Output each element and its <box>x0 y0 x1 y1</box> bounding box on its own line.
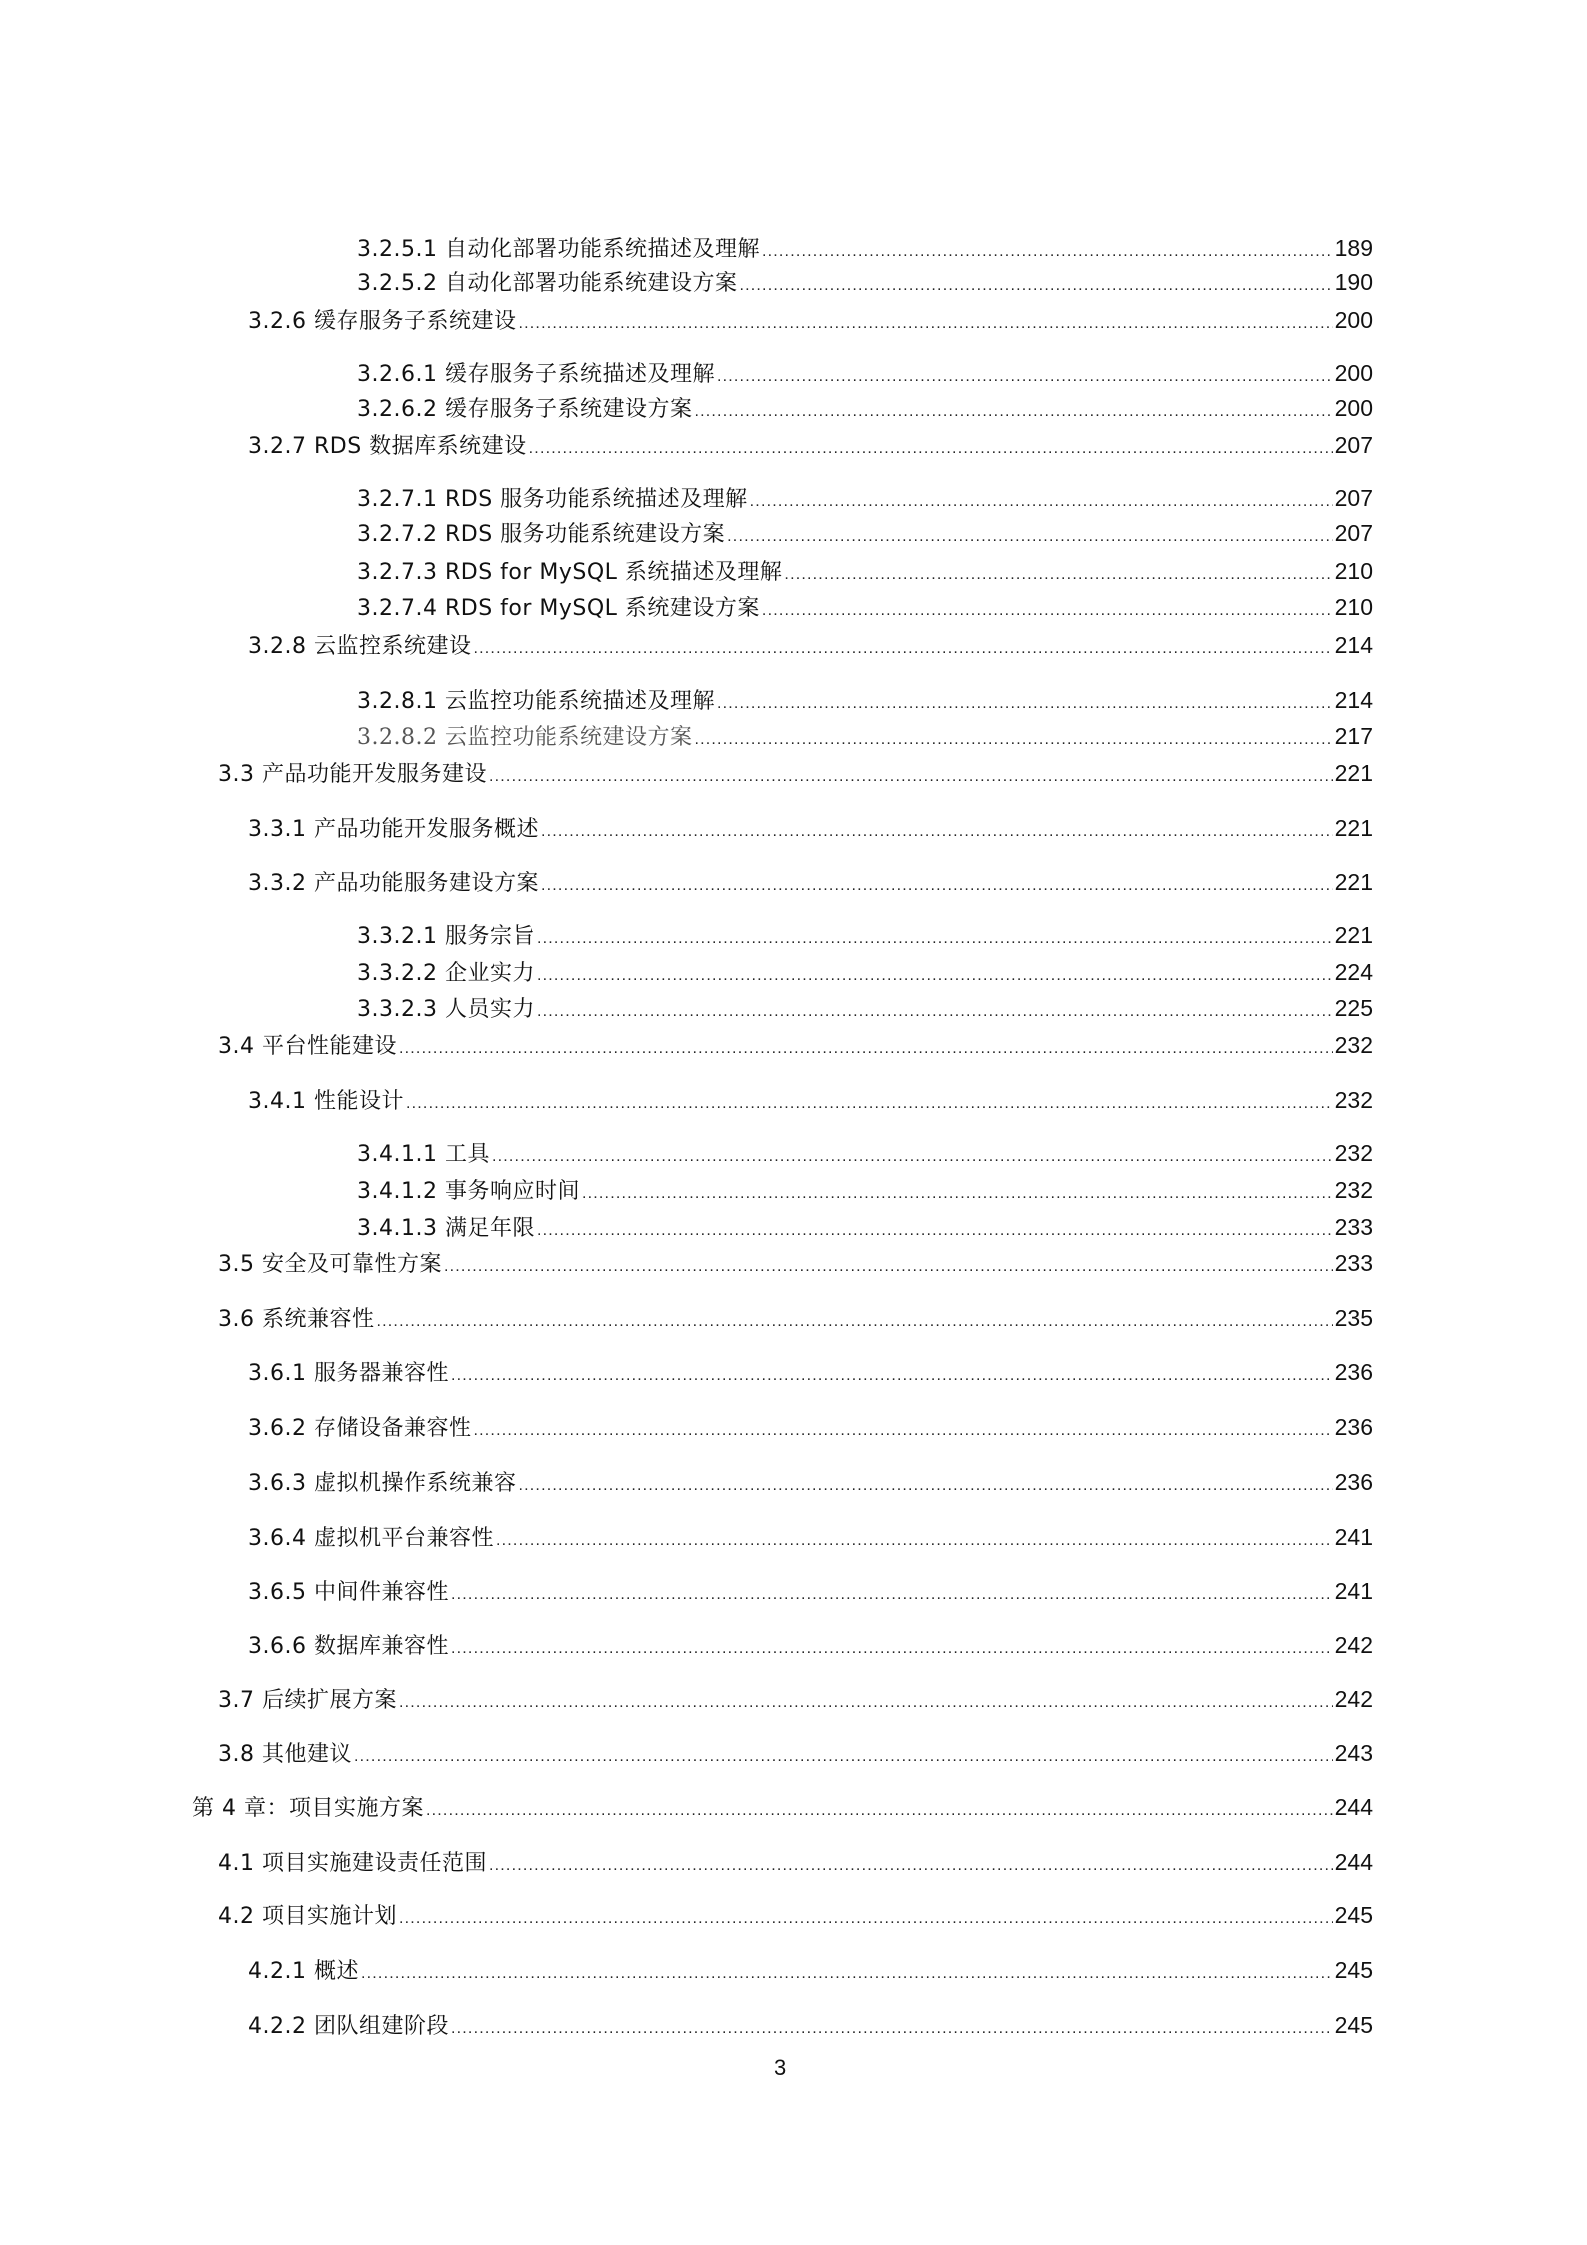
toc-entry-title: 3.2.8.2 云监控功能系统建设方案 <box>357 725 693 750</box>
toc-entry[interactable] <box>218 1247 1373 1279</box>
toc-entry-page: 210 <box>1334 558 1373 584</box>
toc-entry[interactable] <box>357 720 1373 752</box>
toc-entry-title: 3.6 系统兼容性 <box>218 1307 375 1332</box>
dot-leader <box>399 1033 1333 1065</box>
toc-entry[interactable] <box>357 919 1373 951</box>
dot-leader <box>541 870 1333 902</box>
toc-entry[interactable] <box>357 591 1373 623</box>
toc-entry-page: 200 <box>1334 307 1373 333</box>
toc-entry-title: 3.5 安全及可靠性方案 <box>218 1252 442 1277</box>
toc-entry[interactable] <box>248 1575 1373 1607</box>
dot-leader <box>750 486 1333 518</box>
toc-entry[interactable] <box>248 866 1373 898</box>
toc-entry[interactable] <box>192 1791 1373 1823</box>
dot-leader <box>518 1470 1332 1502</box>
dot-leader <box>354 1741 1333 1773</box>
toc-entry-title: 3.2.6.1 缓存服务子系统描述及理解 <box>357 362 715 387</box>
dot-leader <box>537 1215 1333 1247</box>
dot-leader <box>541 816 1333 848</box>
toc-entry[interactable] <box>248 1954 1373 1986</box>
dot-leader <box>529 433 1333 465</box>
toc-entry[interactable] <box>248 1411 1373 1443</box>
toc-entry-title: 3.6.6 数据库兼容性 <box>248 1634 449 1659</box>
toc-entry-page: 217 <box>1334 723 1373 749</box>
toc-entry-title: 3.2.7.1 RDS 服务功能系统描述及理解 <box>357 487 748 512</box>
dot-leader <box>784 559 1332 591</box>
toc-entry[interactable] <box>218 1899 1373 1931</box>
toc-entry-page: 221 <box>1334 922 1373 948</box>
toc-entry-title: 3.2.7.3 RDS for MySQL 系统描述及理解 <box>357 560 783 585</box>
toc-entry-title: 3.4.1.3 满足年限 <box>357 1216 535 1241</box>
toc-entry[interactable] <box>357 1211 1373 1243</box>
toc-entry-title: 3.2.7.2 RDS 服务功能系统建设方案 <box>357 522 726 547</box>
toc-entry-title: 3.6.1 服务器兼容性 <box>248 1361 449 1386</box>
dot-leader <box>473 1415 1332 1447</box>
toc-entry-page: 214 <box>1334 632 1373 658</box>
toc-entry-page: 225 <box>1334 995 1373 1021</box>
toc-entry-page: 241 <box>1334 1578 1373 1604</box>
dot-leader <box>518 308 1332 340</box>
toc-entry-page: 245 <box>1334 1957 1373 1983</box>
dot-leader <box>582 1178 1333 1210</box>
toc-entry-title: 3.2.7.4 RDS for MySQL 系统建设方案 <box>357 596 760 621</box>
toc-entry[interactable] <box>357 357 1373 389</box>
toc-entry[interactable] <box>218 1737 1373 1769</box>
toc-entry-page: 232 <box>1334 1087 1373 1113</box>
toc-entry-page: 189 <box>1334 235 1373 261</box>
toc-entry[interactable] <box>357 232 1373 264</box>
toc-entry-title: 3.6.3 虚拟机操作系统兼容 <box>248 1471 517 1496</box>
toc-entry-title: 3.3 产品功能开发服务建设 <box>218 762 487 787</box>
toc-entry-page: 242 <box>1334 1632 1373 1658</box>
dot-leader <box>694 724 1332 756</box>
toc-entry-page: 190 <box>1334 269 1373 295</box>
dot-leader <box>694 396 1332 428</box>
toc-entry-title: 3.4 平台性能建设 <box>218 1034 397 1059</box>
toc-entry-title: 4.2.2 团队组建阶段 <box>248 2014 449 2039</box>
dot-leader <box>451 1579 1333 1611</box>
toc-entry-page: 245 <box>1334 1902 1373 1928</box>
toc-entry-page: 224 <box>1334 959 1373 985</box>
toc-entry-page: 233 <box>1334 1214 1373 1240</box>
dot-leader <box>537 996 1333 1028</box>
dot-leader <box>739 270 1332 302</box>
toc-entry[interactable] <box>357 392 1373 424</box>
toc-entry-title: 3.2.6 缓存服务子系统建设 <box>248 309 517 334</box>
toc-entry[interactable] <box>357 956 1373 988</box>
toc-entry[interactable] <box>248 1356 1373 1388</box>
toc-entry[interactable] <box>218 1846 1373 1878</box>
dot-leader <box>399 1903 1333 1935</box>
toc-entry-title: 3.3.2 产品功能服务建设方案 <box>248 871 539 896</box>
toc-entry[interactable] <box>218 1302 1373 1334</box>
toc-entry-title: 3.3.2.2 企业实力 <box>357 961 535 986</box>
toc-entry-page: 244 <box>1334 1794 1373 1820</box>
toc-entry-title: 3.2.7 RDS 数据库系统建设 <box>248 434 527 459</box>
toc-entry-title: 3.6.2 存储设备兼容性 <box>248 1416 472 1441</box>
dot-leader <box>361 1958 1333 1990</box>
dot-leader <box>406 1088 1333 1120</box>
toc-entry-title: 3.6.4 虚拟机平台兼容性 <box>248 1526 494 1551</box>
dot-leader <box>426 1795 1333 1827</box>
toc-entry-title: 3.4.1.1 工具 <box>357 1142 490 1167</box>
toc-entry[interactable] <box>218 1683 1373 1715</box>
toc-entry[interactable] <box>357 266 1373 298</box>
toc-entry-title: 4.2.1 概述 <box>248 1959 359 1984</box>
toc-entry-page: 236 <box>1334 1414 1373 1440</box>
toc-entry[interactable] <box>357 1174 1373 1206</box>
toc-entry-title: 4.2 项目实施计划 <box>218 1904 397 1929</box>
toc-entry-page: 207 <box>1334 432 1373 458</box>
page-number: 3 <box>774 2055 787 2080</box>
toc-entry-title: 3.2.8.1 云监控功能系统描述及理解 <box>357 689 715 714</box>
toc-entry-title: 第 4 章：项目实施方案 <box>192 1796 424 1821</box>
toc-entry-page: 207 <box>1334 520 1373 546</box>
dot-leader <box>451 1360 1333 1392</box>
dot-leader <box>762 236 1333 268</box>
toc-entry-title: 3.4.1.2 事务响应时间 <box>357 1179 580 1204</box>
toc-entry[interactable] <box>248 304 1373 336</box>
toc-entry-page: 236 <box>1334 1359 1373 1385</box>
toc-entry-page: 210 <box>1334 594 1373 620</box>
toc-entry-page: 200 <box>1334 395 1373 421</box>
dot-leader <box>444 1251 1333 1283</box>
toc-entry-page: 244 <box>1334 1849 1373 1875</box>
toc-entry-page: 232 <box>1334 1177 1373 1203</box>
toc-entry[interactable] <box>357 1137 1373 1169</box>
toc-entry-page: 243 <box>1334 1740 1373 1766</box>
toc-entry-page: 233 <box>1334 1250 1373 1276</box>
toc-entry[interactable] <box>248 1466 1373 1498</box>
dot-leader <box>489 761 1333 793</box>
toc-entry-page: 245 <box>1334 2012 1373 2038</box>
toc-entry-title: 3.7 后续扩展方案 <box>218 1688 397 1713</box>
dot-leader <box>492 1141 1333 1173</box>
toc-entry-title: 3.4.1 性能设计 <box>248 1089 404 1114</box>
toc-entry[interactable] <box>248 1084 1373 1116</box>
toc-entry-page: 221 <box>1334 869 1373 895</box>
toc-entry-title: 3.2.5.1 自动化部署功能系统描述及理解 <box>357 237 760 262</box>
toc-entry[interactable] <box>218 1029 1373 1061</box>
dot-leader <box>473 633 1332 665</box>
toc-entry-page: 235 <box>1334 1305 1373 1331</box>
toc-entry-title: 3.2.5.2 自动化部署功能系统建设方案 <box>357 271 738 296</box>
toc-entry-page: 236 <box>1334 1469 1373 1495</box>
toc-entry[interactable] <box>248 1629 1373 1661</box>
toc-entry-page: 241 <box>1334 1524 1373 1550</box>
dot-leader <box>762 595 1333 627</box>
toc-entry[interactable] <box>248 812 1373 844</box>
toc-entry-page: 214 <box>1334 687 1373 713</box>
toc-entry-page: 242 <box>1334 1686 1373 1712</box>
toc-entry[interactable] <box>248 2009 1373 2041</box>
toc-entry[interactable] <box>248 1521 1373 1553</box>
toc-entry[interactable] <box>218 757 1373 789</box>
toc-entry-page: 232 <box>1334 1032 1373 1058</box>
dot-leader <box>717 361 1333 393</box>
toc-entry-page: 221 <box>1334 760 1373 786</box>
toc-entry-title: 3.3.1 产品功能开发服务概述 <box>248 817 539 842</box>
dot-leader <box>537 923 1333 955</box>
toc-entry-title: 3.2.8 云监控系统建设 <box>248 634 472 659</box>
toc-entry-page: 232 <box>1334 1140 1373 1166</box>
toc-entry-title: 4.1 项目实施建设责任范围 <box>218 1851 487 1876</box>
toc-entry[interactable] <box>357 992 1373 1024</box>
dot-leader <box>376 1306 1332 1338</box>
toc-entry-page: 207 <box>1334 485 1373 511</box>
toc-entry[interactable] <box>357 684 1373 716</box>
toc-entry-title: 3.2.6.2 缓存服务子系统建设方案 <box>357 397 693 422</box>
toc-entry[interactable] <box>357 482 1373 514</box>
dot-leader <box>717 688 1333 720</box>
toc-entry-title: 3.8 其他建议 <box>218 1742 352 1767</box>
dot-leader <box>496 1525 1333 1557</box>
dot-leader <box>489 1850 1333 1882</box>
dot-leader <box>727 521 1332 553</box>
toc-entry-page: 200 <box>1334 360 1373 386</box>
toc-entry-title: 3.3.2.1 服务宗旨 <box>357 924 535 949</box>
toc-entry[interactable] <box>248 429 1373 461</box>
toc-entry[interactable] <box>357 555 1373 587</box>
toc-entry[interactable] <box>248 629 1373 661</box>
toc-entry-title: 3.3.2.3 人员实力 <box>357 997 535 1022</box>
toc-entry-page: 221 <box>1334 815 1373 841</box>
dot-leader <box>399 1687 1333 1719</box>
dot-leader <box>451 2013 1333 2045</box>
toc-entry[interactable] <box>357 517 1373 549</box>
toc-entry-title: 3.6.5 中间件兼容性 <box>248 1580 449 1605</box>
dot-leader <box>537 960 1333 992</box>
dot-leader <box>451 1633 1333 1665</box>
